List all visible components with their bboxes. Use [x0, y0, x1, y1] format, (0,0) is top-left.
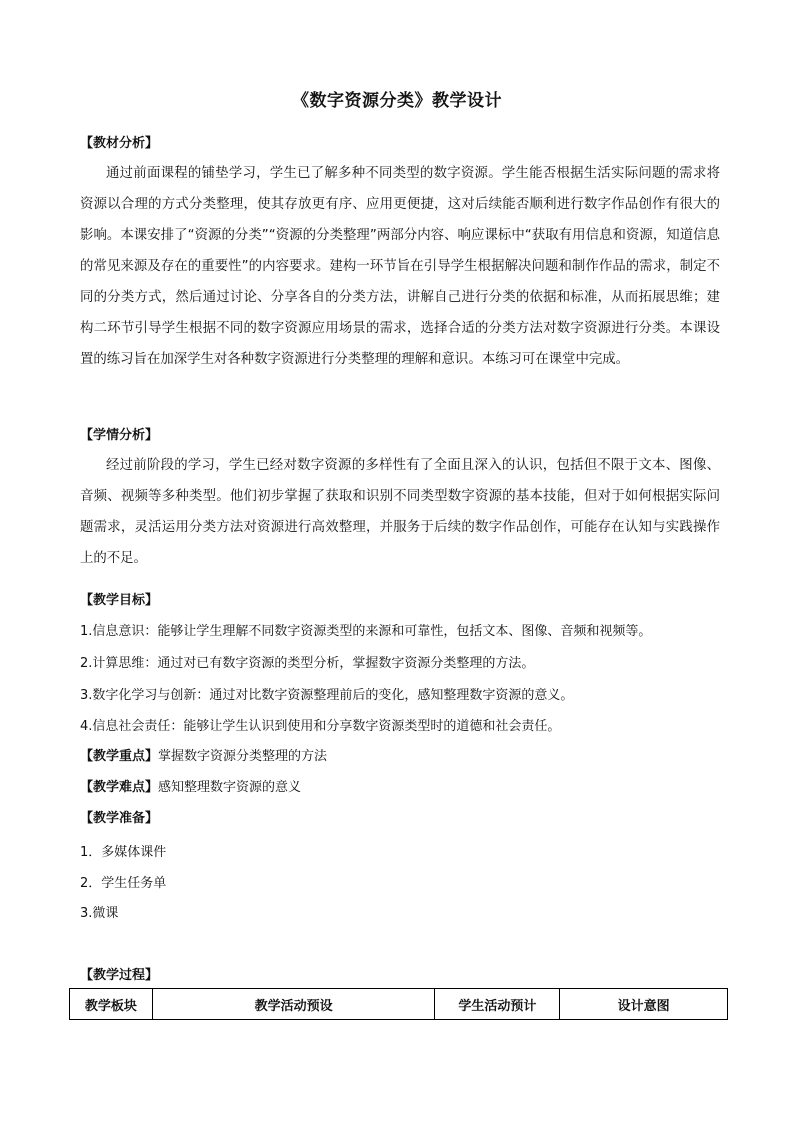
process-heading: 【教学过程】 — [80, 968, 159, 983]
table-header-row — [70, 989, 728, 1020]
key-point-label: 【教学重点】 — [80, 749, 159, 764]
material-analysis-heading: 【教材分析】 — [80, 136, 159, 151]
learner-analysis-text: 经过前阶段的学习，学生已经对数字资源的多样性有了全面且深入的认识，包括但不限于文本、图像、音频、视频等多种类型。他们初步掌握了获取和识别不同类型数字资源的基本技能，但对于如何根据实际问题需求，灵活运用分类方法对资源进行高效整理，并服务于后续的数字作品创作，可能存在认知与实践操作上的不足。 — [80, 458, 720, 566]
goal-item: 2.计算思维：通过对已有数字资源的类型分析，掌握数字资源分类整理的方法。 — [80, 656, 535, 671]
preparation-item: 2．学生任务单 — [80, 876, 167, 891]
column-header: 教学板块 — [70, 989, 153, 1020]
preparation-heading: 【教学准备】 — [80, 811, 159, 826]
document-title: 《数字资源分类》教学设计 — [292, 91, 502, 111]
teaching-goals-heading: 【教学目标】 — [80, 593, 159, 608]
difficulty-text: 感知整理数字资源的意义 — [158, 780, 302, 795]
preparation-item: 3.微课 — [80, 906, 119, 921]
column-header: 学生活动预计 — [435, 989, 560, 1020]
difficulty-label: 【教学难点】 — [80, 780, 159, 795]
key-point-text: 掌握数字资源分类整理的方法 — [158, 749, 328, 764]
material-analysis-text: 通过前面课程的铺垫学习，学生已了解多种不同类型的数字资源。学生能否根据生活实际问题的需求将资源以合理的方式分类整理，使其存放更有序、应用更便捷，这对后续能否顺利进行数字作品创作有很大的影响。本课安排了“资源的分类”“资源的分类整理”两部分内容、响应课标中“获取有用信息和资源，知道信息的常见来源及存在的重要性”的内容要求。建构一环节旨在引导学生根据解决问题和制作作品的需求，制定不同的分类方式，然后通过讨论、分享各自的分类方法，讲解自己进行分类的依据和标准，从而拓展思维；建构二环节引导学生根据不同的数字资源应用场景的需求，选择合适的分类方法对数字资源进行分类。本课设置的练习旨在加深学生对各种数字资源进行分类整理的理解和意识。本练习可在课堂中完成。 — [80, 166, 720, 367]
preparation-item: 1．多媒体课件 — [80, 845, 167, 860]
goal-item: 4.信息社会责任：能够让学生认识到使用和分享数字资源类型时的道德和社会责任。 — [80, 719, 561, 734]
learner-analysis-heading: 【学情分析】 — [80, 428, 159, 443]
column-header: 设计意图 — [560, 989, 728, 1020]
goal-item: 1.信息意识：能够让学生理解不同数字资源类型的来源和可靠性，包括文本、图像、音频和视频等。 — [80, 624, 652, 639]
teaching-process-table — [69, 988, 728, 1020]
column-header: 教学活动预设 — [152, 989, 435, 1020]
goal-item: 3.数字化学习与创新：通过对比数字资源整理前后的变化，感知整理数字资源的意义。 — [80, 688, 574, 703]
key-point-line — [80, 747, 327, 767]
difficulty-line — [80, 778, 301, 798]
